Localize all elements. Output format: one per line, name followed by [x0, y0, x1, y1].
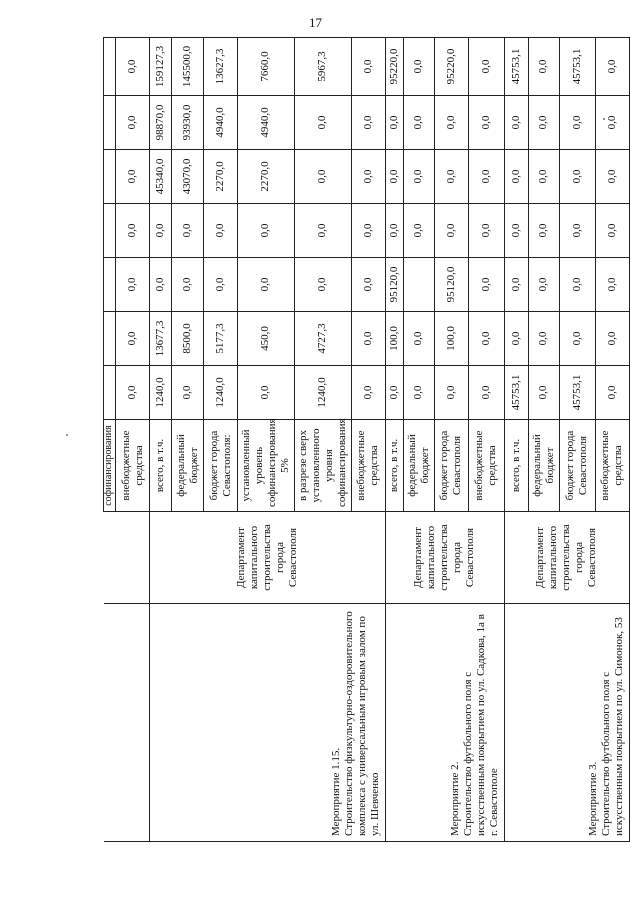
source-cell: внебюджетные средства: [468, 420, 504, 512]
value-cell: 0,0: [116, 38, 150, 96]
value-cell: 0,0: [116, 312, 150, 366]
source-cell: внебюджетные средства: [351, 420, 385, 512]
value-cell: 0,0: [559, 204, 595, 258]
value-cell: 0,0: [528, 312, 559, 366]
value-cell: 95220,0: [385, 38, 403, 96]
value-cell: 45340,0: [150, 150, 172, 204]
table-frame: [103, 38, 625, 842]
value-cell: 0,0: [595, 38, 629, 96]
value-cell: 0,0: [385, 204, 403, 258]
value-cell: 4940,0: [204, 96, 238, 150]
value-cell: 0,0: [559, 312, 595, 366]
value-cell: 5967,3: [294, 38, 351, 96]
value-cell: 0,0: [468, 258, 504, 312]
value-cell: [104, 312, 116, 366]
event-title-cell: Мероприятие 1.15. Строительство физкультурно-оздоровительного комплекса с универсальным игровым залом по ул. Шевченко: [150, 604, 386, 842]
value-cell: 0,0: [403, 312, 434, 366]
value-cell: 93930,0: [172, 96, 204, 150]
value-cell: 45753,1: [504, 366, 528, 420]
value-cell: 13677,3: [150, 312, 172, 366]
value-cell: 98870,0: [150, 96, 172, 150]
value-cell: 0,0: [468, 96, 504, 150]
source-cell: федеральный бюджет: [528, 420, 559, 512]
page-number: 17: [309, 15, 322, 30]
value-cell: [104, 150, 116, 204]
value-cell: 2270,0: [204, 150, 238, 204]
source-cell: федеральный бюджет: [403, 420, 434, 512]
value-cell: 2270,0: [238, 150, 295, 204]
value-cell: 0,0: [434, 150, 468, 204]
table-row: [150, 38, 172, 842]
value-cell: 0,0: [595, 150, 629, 204]
value-cell: 45753,1: [504, 38, 528, 96]
value-cell: 0,0: [238, 258, 295, 312]
value-cell: 0,0: [385, 96, 403, 150]
value-cell: 13627,3: [204, 38, 238, 96]
value-cell: 0,0: [559, 150, 595, 204]
value-cell: 0,0: [595, 366, 629, 420]
scan-speck: [603, 118, 605, 120]
continued-title-cell: [104, 604, 150, 842]
value-cell: 450,0: [238, 312, 295, 366]
value-cell: 0,0: [294, 96, 351, 150]
value-cell: 0,0: [468, 312, 504, 366]
value-cell: 8500,0: [172, 312, 204, 366]
value-cell: 0,0: [351, 366, 385, 420]
value-cell: 7660,0: [238, 38, 295, 96]
source-cell: внебюджетные средства: [595, 420, 629, 512]
value-cell: [104, 204, 116, 258]
value-cell: 100,0: [385, 312, 403, 366]
executor-cell: Департамент капитального строительства города Севастополя: [150, 512, 386, 604]
value-cell: [104, 96, 116, 150]
value-cell: 0,0: [116, 258, 150, 312]
value-cell: 0,0: [504, 204, 528, 258]
value-cell: 0,0: [172, 204, 204, 258]
value-cell: [104, 38, 116, 96]
value-cell: 0,0: [504, 258, 528, 312]
table-row: [104, 38, 116, 842]
source-cell: бюджет города Севастополя: [434, 420, 468, 512]
value-cell: 0,0: [150, 258, 172, 312]
value-cell: 0,0: [150, 204, 172, 258]
value-cell: 0,0: [595, 312, 629, 366]
value-cell: 0,0: [559, 258, 595, 312]
value-cell: 0,0: [385, 366, 403, 420]
executor-cell: Департамент капитального строительства города Севастополя: [385, 512, 504, 604]
source-cell: бюджет города Севастополя:: [204, 420, 238, 512]
value-cell: 0,0: [528, 366, 559, 420]
value-cell: 0,0: [385, 150, 403, 204]
value-cell: 45753,1: [559, 38, 595, 96]
value-cell: 0,0: [528, 258, 559, 312]
value-cell: [403, 258, 434, 312]
value-cell: 1240,0: [294, 366, 351, 420]
value-cell: 0,0: [528, 96, 559, 150]
value-cell: 0,0: [351, 258, 385, 312]
rotated-table-container: [103, 38, 625, 842]
event-title-cell: Мероприятие 2. Строительство футбольного поля с искусственным покрытием по ул. Садкова, 1а в г. Севастополе: [385, 604, 504, 842]
value-cell: 0,0: [116, 204, 150, 258]
value-cell: 0,0: [468, 38, 504, 96]
value-cell: 0,0: [468, 204, 504, 258]
value-cell: 0,0: [595, 204, 629, 258]
value-cell: 0,0: [351, 96, 385, 150]
value-cell: 0,0: [528, 38, 559, 96]
value-cell: 0,0: [294, 150, 351, 204]
value-cell: 45753,1: [559, 366, 595, 420]
event-title-cell: Мероприятие 3. Строительство футбольного поля с искусственным покрытием по ул. Симонок, 53: [504, 604, 629, 842]
value-cell: 95220,0: [434, 38, 468, 96]
source-cell: бюджет города Севастополя: [559, 420, 595, 512]
budget-table: [103, 37, 630, 842]
value-cell: 0,0: [294, 204, 351, 258]
value-cell: 5177,3: [204, 312, 238, 366]
value-cell: 1240,0: [204, 366, 238, 420]
value-cell: 100,0: [434, 312, 468, 366]
value-cell: 0,0: [559, 96, 595, 150]
value-cell: 0,0: [434, 204, 468, 258]
source-cell: всего, в т.ч.: [150, 420, 172, 512]
value-cell: 0,0: [172, 366, 204, 420]
value-cell: 95120,0: [385, 258, 403, 312]
value-cell: 1240,0: [150, 366, 172, 420]
value-cell: 0,0: [351, 312, 385, 366]
value-cell: 0,0: [116, 96, 150, 150]
value-cell: 0,0: [595, 258, 629, 312]
value-cell: 95120,0: [434, 258, 468, 312]
value-cell: 0,0: [351, 150, 385, 204]
value-cell: 0,0: [403, 366, 434, 420]
value-cell: 0,0: [351, 204, 385, 258]
value-cell: 0,0: [294, 258, 351, 312]
value-cell: 0,0: [116, 366, 150, 420]
value-cell: 0,0: [238, 204, 295, 258]
value-cell: 0,0: [434, 96, 468, 150]
value-cell: 4940,0: [238, 96, 295, 150]
value-cell: 0,0: [204, 258, 238, 312]
source-cell: федеральный бюджет: [172, 420, 204, 512]
value-cell: [104, 258, 116, 312]
value-cell: 0,0: [468, 150, 504, 204]
value-cell: 43070,0: [172, 150, 204, 204]
source-cell: в разрезе сверх установленного уровня софинансирования: [294, 420, 351, 512]
value-cell: 0,0: [468, 366, 504, 420]
value-cell: 0,0: [504, 312, 528, 366]
value-cell: 0,0: [403, 204, 434, 258]
source-cell: софинансирования: [104, 420, 116, 512]
value-cell: 159127,3: [150, 38, 172, 96]
table-row: [504, 38, 528, 842]
value-cell: 0,0: [403, 150, 434, 204]
table-row: [385, 38, 403, 842]
continued-executor-cell: [104, 512, 150, 604]
value-cell: 0,0: [595, 96, 629, 150]
scan-speck: [66, 434, 68, 436]
value-cell: 0,0: [238, 366, 295, 420]
value-cell: 0,0: [116, 150, 150, 204]
source-cell: установленный уровень софинансирования 5%: [238, 420, 295, 512]
value-cell: 0,0: [528, 204, 559, 258]
value-cell: 0,0: [434, 366, 468, 420]
table-body: [104, 38, 630, 842]
value-cell: 0,0: [504, 96, 528, 150]
value-cell: 0,0: [351, 38, 385, 96]
value-cell: 0,0: [528, 150, 559, 204]
source-cell: всего, в т.ч.: [504, 420, 528, 512]
value-cell: 4727,3: [294, 312, 351, 366]
source-cell: внебюджетные средства: [116, 420, 150, 512]
source-cell: всего, в т.ч.: [385, 420, 403, 512]
value-cell: 0,0: [504, 150, 528, 204]
executor-cell: Департамент капитального строительства города Севастополя: [504, 512, 629, 604]
value-cell: 0,0: [403, 38, 434, 96]
value-cell: 0,0: [204, 204, 238, 258]
value-cell: 145500,0: [172, 38, 204, 96]
value-cell: 0,0: [172, 258, 204, 312]
value-cell: [104, 366, 116, 420]
value-cell: 0,0: [403, 96, 434, 150]
